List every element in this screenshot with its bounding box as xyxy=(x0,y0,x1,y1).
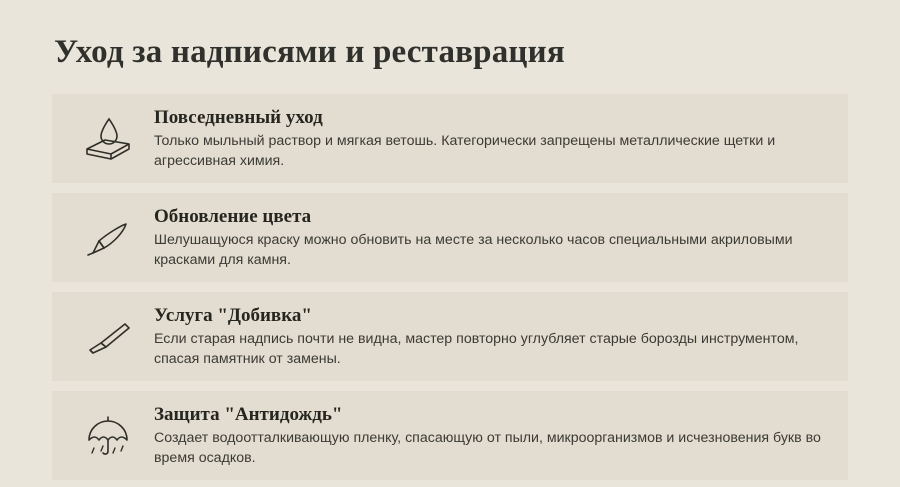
card-text: Если старая надпись почти не видна, мастер повторно углубляет старые борозды инструментом, спасая памятник от замены. xyxy=(154,331,799,367)
water-drop-on-stone-icon xyxy=(62,111,154,167)
page-title: Уход за надписями и реставрация xyxy=(54,34,565,70)
card-body xyxy=(154,106,834,171)
list-item xyxy=(52,193,848,282)
card-title: Защита "Антидождь" xyxy=(154,404,343,426)
chisel-icon xyxy=(62,309,154,365)
care-cards-list xyxy=(52,94,848,480)
paint-brush-icon xyxy=(62,210,154,266)
card-title: Услуга "Добивка" xyxy=(154,305,312,327)
card-text: Только мыльный раствор и мягкая ветошь. Категорически запрещены металлические щетки и агрессивная химия. xyxy=(154,133,776,169)
card-body xyxy=(154,403,834,468)
card-text: Шелушащуюся краску можно обновить на месте за несколько часов специальными акриловыми красками для камня. xyxy=(154,232,793,268)
card-body xyxy=(154,205,834,270)
umbrella-icon xyxy=(62,408,154,464)
card-title: Повседневный уход xyxy=(154,107,323,129)
list-item xyxy=(52,94,848,183)
card-text: Создает водоотталкивающую пленку, спасающую от пыли, микроорганизмов и исчезновения букв во время осадков. xyxy=(154,430,821,466)
card-body xyxy=(154,304,834,369)
list-item xyxy=(52,391,848,480)
card-title: Обновление цвета xyxy=(154,206,312,228)
list-item xyxy=(52,292,848,381)
